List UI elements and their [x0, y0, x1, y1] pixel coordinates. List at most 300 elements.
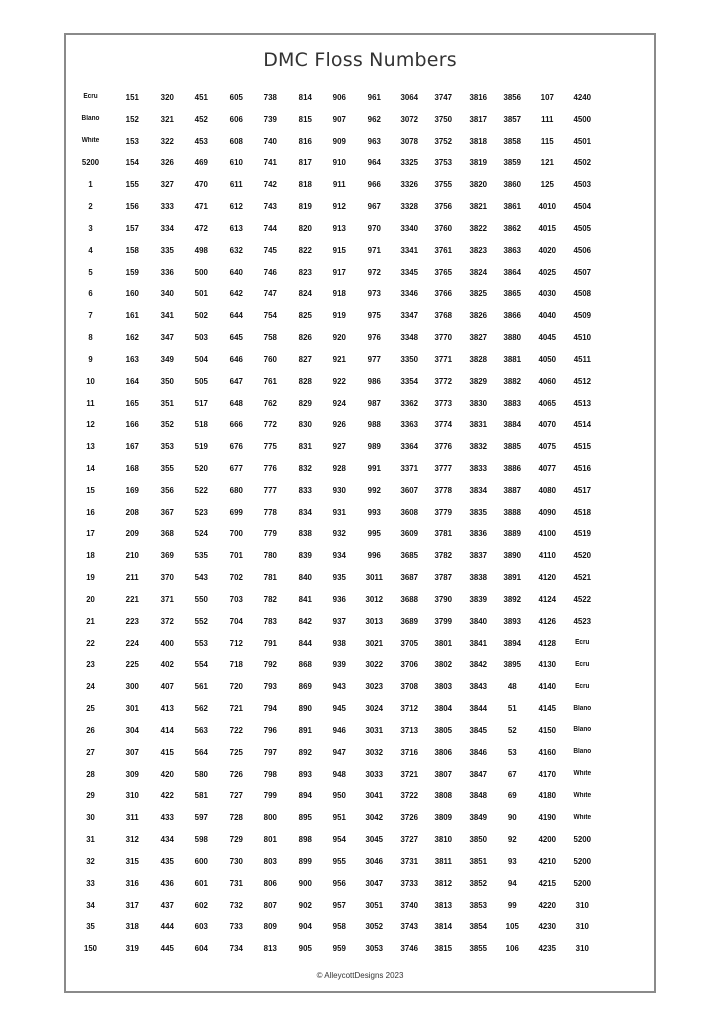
table-row	[66, 304, 654, 326]
floss-number-cell: 3803	[434, 681, 453, 692]
floss-number-cell: 777	[263, 484, 278, 495]
floss-number-cell: 608	[229, 135, 243, 146]
floss-number-cell: 369	[160, 550, 174, 561]
table-row	[66, 108, 654, 130]
floss-number-cell: 5200	[573, 877, 591, 888]
floss-number-cell: 3778	[434, 484, 453, 495]
floss-number-cell: 311	[125, 812, 139, 823]
floss-number-cell: 604	[194, 943, 209, 954]
floss-number-cell: 5	[88, 266, 93, 277]
floss-number-cell: 3023	[365, 681, 384, 692]
floss-number-cell: 3838	[469, 572, 487, 583]
floss-number-cell: 4140	[538, 681, 557, 692]
floss-number-cell: 3817	[469, 113, 487, 124]
floss-number-cell: 917	[333, 266, 347, 277]
floss-number-cell: 676	[229, 441, 243, 452]
floss-number-cell: 3804	[434, 703, 453, 714]
floss-number-cell: 111	[541, 113, 554, 124]
floss-number-cell: 304	[125, 724, 139, 735]
floss-number-cell: 3839	[469, 593, 487, 604]
floss-number-cell: 107	[540, 91, 554, 102]
floss-number-cell: 3733	[400, 877, 418, 888]
floss-number-cell: 444	[160, 921, 174, 932]
floss-number-cell: 3806	[434, 746, 453, 757]
floss-number-cell: 3051	[365, 899, 384, 910]
floss-number-cell: 3891	[503, 572, 522, 583]
floss-number-cell: 4160	[538, 746, 557, 757]
floss-number-cell: 3808	[434, 790, 453, 801]
floss-number-cell: 962	[367, 113, 381, 124]
floss-number-cell: 168	[125, 462, 139, 473]
floss-number-cell: 434	[160, 834, 174, 845]
floss-number-cell: 3354	[400, 375, 418, 386]
floss-number-cell: 3752	[434, 135, 453, 146]
floss-number-cell: 581	[194, 790, 209, 801]
floss-number-cell: 977	[367, 353, 381, 364]
floss-number-cell: 602	[194, 899, 209, 910]
floss-number-cell: 3828	[469, 353, 487, 364]
floss-number-cell: 958	[333, 921, 347, 932]
floss-number-cell: 334	[160, 222, 174, 233]
floss-number-cell: 3836	[469, 528, 487, 539]
floss-number-cell: 840	[298, 572, 312, 583]
floss-number-cell: 951	[333, 812, 347, 823]
floss-number-cell: White	[573, 791, 591, 799]
floss-number-cell: 4110	[538, 550, 556, 561]
floss-number-cell: 208	[125, 506, 139, 517]
table-row	[66, 457, 654, 479]
floss-number-cell: 155	[125, 179, 139, 190]
floss-number-cell: 597	[194, 812, 209, 823]
floss-number-cell: White	[81, 137, 100, 145]
floss-number-cell: 904	[298, 921, 312, 932]
floss-number-cell: 3021	[365, 637, 384, 648]
floss-number-cell: 3687	[400, 572, 418, 583]
table-row	[66, 566, 654, 588]
floss-number-cell: 803	[263, 855, 278, 866]
floss-number-cell: 725	[229, 746, 243, 757]
floss-number-cell: 3885	[503, 441, 522, 452]
floss-number-cell: 939	[333, 659, 347, 670]
floss-number-cell: 782	[263, 593, 278, 604]
floss-number-cell: 3805	[434, 724, 453, 735]
floss-number-cell: 934	[333, 550, 347, 561]
floss-number-cell: 151	[125, 91, 139, 102]
floss-number-cell: 17	[86, 528, 95, 539]
floss-number-cell: 642	[229, 288, 243, 299]
floss-number-cell: 927	[333, 441, 347, 452]
floss-number-cell: 451	[194, 91, 209, 102]
floss-number-cell: 842	[298, 615, 312, 626]
floss-number-cell: 3708	[400, 681, 418, 692]
floss-number-cell: 166	[125, 419, 139, 430]
floss-number-cell: Ecru	[574, 639, 589, 647]
floss-number-cell: 3753	[434, 157, 453, 168]
floss-number-cell: 26	[86, 724, 95, 735]
floss-number-cell: 31	[86, 834, 95, 845]
floss-number-cell: 4180	[538, 790, 557, 801]
floss-number-cell: 152	[125, 113, 139, 124]
floss-number-cell: 611	[229, 179, 243, 190]
floss-number-cell: 3773	[434, 397, 453, 408]
floss-number-cell: 25	[86, 703, 95, 714]
floss-number-cell: 4517	[573, 484, 591, 495]
floss-number-cell: 813	[263, 943, 278, 954]
floss-number-cell: 775	[263, 441, 278, 452]
floss-number-cell: 27	[86, 746, 95, 757]
floss-number-cell: 3888	[503, 506, 522, 517]
floss-number-cell: 801	[263, 834, 278, 845]
floss-number-cell: 780	[263, 550, 278, 561]
floss-number-cell: 3716	[400, 746, 418, 757]
floss-number-cell: 3022	[365, 659, 384, 670]
table-row	[66, 392, 654, 414]
floss-number-cell: 3821	[469, 201, 487, 212]
table-row	[66, 828, 654, 850]
floss-number-cell: 734	[229, 943, 243, 954]
table-row	[66, 937, 654, 959]
floss-number-cell: 3826	[469, 310, 487, 321]
floss-number-cell: 3866	[503, 310, 522, 321]
floss-number-cell: 32	[86, 855, 95, 866]
floss-number-cell: 69	[508, 790, 518, 801]
floss-number-cell: 947	[333, 746, 347, 757]
floss-number-cell: 150	[84, 943, 97, 954]
floss-number-cell: 3325	[400, 157, 418, 168]
floss-number-cell: 3880	[503, 332, 522, 343]
floss-number-cell: 400	[160, 637, 174, 648]
floss-number-cell: 3042	[365, 812, 384, 823]
floss-number-cell: 3809	[434, 812, 453, 823]
floss-number-cell: 930	[333, 484, 347, 495]
floss-number-cell: 3832	[469, 441, 487, 452]
floss-number-cell: 326	[160, 157, 174, 168]
floss-number-cell: 924	[333, 397, 347, 408]
floss-number-cell: 647	[229, 375, 243, 386]
floss-number-cell: 3362	[400, 397, 418, 408]
floss-number-cell: 4075	[538, 441, 557, 452]
floss-number-cell: 758	[263, 332, 278, 343]
floss-number-cell: 4030	[538, 288, 557, 299]
floss-number-cell: 603	[194, 921, 209, 932]
floss-number-cell: 310	[575, 943, 589, 954]
floss-number-cell: 826	[298, 332, 312, 343]
floss-number-cell: 372	[160, 615, 174, 626]
floss-number-cell: 125	[540, 179, 554, 190]
floss-number-cell: 986	[367, 375, 381, 386]
floss-number-cell: 501	[194, 288, 209, 299]
floss-number-cell: 165	[125, 397, 139, 408]
floss-number-cell: 356	[160, 484, 174, 495]
floss-number-cell: 4124	[538, 593, 557, 604]
floss-number-cell: 3772	[434, 375, 453, 386]
floss-number-cell: 4130	[538, 659, 557, 670]
floss-number-cell: 730	[229, 855, 243, 866]
floss-number-cell: 4515	[573, 441, 591, 452]
floss-number-cell: 34	[86, 899, 95, 910]
floss-number-cell: 472	[194, 222, 209, 233]
table-row	[66, 632, 654, 654]
floss-number-cell: 3689	[400, 615, 418, 626]
floss-number-cell: 3831	[469, 419, 487, 430]
floss-number-cell: 3052	[365, 921, 384, 932]
floss-number-cell: 3688	[400, 593, 418, 604]
floss-number-cell: 414	[160, 724, 174, 735]
floss-number-cell: White	[573, 770, 591, 778]
floss-number-cell: 35	[86, 921, 95, 932]
floss-number-cell: Blano	[572, 748, 591, 756]
floss-number-cell: 3859	[503, 157, 522, 168]
floss-number-cell: 3846	[469, 746, 487, 757]
floss-number-cell: 3827	[469, 332, 487, 343]
floss-number-cell: 4500	[573, 113, 591, 124]
floss-number-cell: 445	[160, 943, 174, 954]
floss-number-cell: 797	[263, 746, 278, 757]
floss-number-cell: 741	[263, 157, 278, 168]
floss-number-cell: 3850	[469, 834, 487, 845]
floss-number-cell: 3845	[469, 724, 487, 735]
floss-number-cell: 4170	[538, 768, 557, 779]
floss-number-cell: 4215	[538, 877, 557, 888]
floss-number-cell: 760	[263, 353, 278, 364]
floss-number-cell: 563	[194, 724, 209, 735]
floss-number-cell: 3852	[469, 877, 487, 888]
floss-number-cell: 3024	[365, 703, 384, 714]
floss-number-cell: 157	[125, 222, 139, 233]
floss-number-cell: 798	[263, 768, 278, 779]
floss-number-cell: 553	[194, 637, 209, 648]
floss-number-cell: 67	[508, 768, 518, 779]
floss-number-cell: 522	[194, 484, 209, 495]
floss-number-cell: 800	[263, 812, 278, 823]
floss-number-cell: 3851	[469, 855, 487, 866]
floss-number-cell: 4120	[538, 572, 557, 583]
floss-number-cell: 911	[333, 179, 347, 190]
floss-number-cell: 905	[298, 943, 312, 954]
floss-number-cell: 4230	[538, 921, 557, 932]
floss-number-cell: 3811	[434, 855, 453, 866]
floss-number-cell: 321	[160, 113, 174, 124]
floss-number-cell: 3861	[503, 201, 522, 212]
floss-number-cell: 745	[263, 244, 278, 255]
table-row	[66, 697, 654, 719]
floss-number-cell: 163	[125, 353, 139, 364]
floss-number-cell: 3862	[503, 222, 522, 233]
floss-number-cell: 844	[298, 637, 312, 648]
floss-number-cell: 913	[333, 222, 347, 233]
floss-number-cell: 783	[263, 615, 278, 626]
floss-number-cell: 4128	[538, 637, 557, 648]
floss-number-cell: 806	[263, 877, 278, 888]
floss-number-cell: 3779	[434, 506, 453, 517]
floss-number-cell: 3046	[365, 855, 384, 866]
floss-number-cell: 712	[229, 637, 243, 648]
floss-number-cell: 3768	[434, 310, 453, 321]
floss-number-cell: 121	[540, 157, 554, 168]
floss-number-cell: 613	[229, 222, 243, 233]
floss-number-cell: 646	[229, 353, 243, 364]
floss-number-cell: 971	[367, 244, 381, 255]
table-row	[66, 719, 654, 741]
floss-number-cell: 94	[508, 877, 518, 888]
floss-number-cell: 721	[229, 703, 243, 714]
floss-number-cell: 524	[194, 528, 209, 539]
floss-number-cell: 320	[160, 91, 174, 102]
table-row	[66, 173, 654, 195]
floss-number-cell: 3802	[434, 659, 453, 670]
floss-number-cell: 550	[194, 593, 209, 604]
floss-number-cell: 809	[263, 921, 278, 932]
floss-number-cell: 518	[194, 419, 209, 430]
floss-number-cell: 727	[229, 790, 243, 801]
floss-number-cell: 918	[333, 288, 347, 299]
floss-number-cell: 677	[229, 462, 243, 473]
floss-number-cell: 3855	[469, 943, 487, 954]
floss-number-cell: 3743	[400, 921, 418, 932]
floss-number-cell: 3053	[365, 943, 384, 954]
floss-number-cell: 435	[160, 855, 174, 866]
floss-number-cell: 154	[125, 157, 139, 168]
floss-number-cell: 413	[160, 703, 174, 714]
floss-number-cell: 830	[298, 419, 312, 430]
table-row	[66, 326, 654, 348]
floss-number-cell: 554	[194, 659, 209, 670]
floss-number-cell: 722	[229, 724, 243, 735]
floss-number-cell: 838	[298, 528, 312, 539]
floss-number-cell: 3883	[503, 397, 522, 408]
floss-number-cell: 327	[160, 179, 174, 190]
floss-number-cell: 21	[86, 615, 95, 626]
floss-number-cell: 4513	[573, 397, 591, 408]
page-frame	[64, 33, 656, 993]
floss-number-cell: 115	[540, 135, 554, 146]
floss-number-cell: 4210	[538, 855, 557, 866]
floss-number-cell: 4520	[573, 550, 591, 561]
floss-number-cell: 3882	[503, 375, 522, 386]
floss-number-cell: 3746	[400, 943, 418, 954]
floss-number-cell: 957	[333, 899, 347, 910]
floss-number-cell: 794	[263, 703, 278, 714]
floss-number-cell: 105	[506, 921, 520, 932]
floss-number-cell: 18	[86, 550, 95, 561]
floss-number-cell: 666	[229, 419, 243, 430]
floss-number-cell: 4523	[573, 615, 591, 626]
floss-number-cell: 762	[263, 397, 278, 408]
floss-number-cell: 3787	[434, 572, 453, 583]
floss-number-cell: 309	[125, 768, 139, 779]
floss-number-cell: 48	[508, 681, 518, 692]
floss-number-cell: 4	[88, 244, 93, 255]
floss-number-cell: 407	[160, 681, 174, 692]
floss-number-cell: 992	[367, 484, 381, 495]
floss-number-cell: 3726	[400, 812, 418, 823]
floss-number-cell: 3608	[400, 506, 418, 517]
floss-number-cell: 3887	[503, 484, 522, 495]
floss-number-cell: 967	[367, 201, 381, 212]
floss-number-cell: 868	[298, 659, 312, 670]
floss-number-cell: 160	[125, 288, 139, 299]
floss-number-cell: 720	[229, 681, 243, 692]
floss-number-cell: 970	[367, 222, 381, 233]
floss-number-cell: 3881	[503, 353, 522, 364]
floss-number-cell: 3722	[400, 790, 418, 801]
floss-number-cell: 93	[508, 855, 518, 866]
floss-number-cell: 823	[298, 266, 312, 277]
floss-number-cell: 744	[263, 222, 278, 233]
floss-number-cell: 3782	[434, 550, 453, 561]
floss-number-cell: 4220	[538, 899, 557, 910]
table-row	[66, 239, 654, 261]
floss-number-cell: 976	[367, 332, 381, 343]
floss-number-cell: 915	[333, 244, 347, 255]
floss-number-cell: 340	[160, 288, 174, 299]
floss-number-cell: 4010	[538, 201, 557, 212]
floss-number-cell: 15	[86, 484, 95, 495]
floss-number-cell: 3765	[434, 266, 453, 277]
floss-number-cell: 3858	[503, 135, 522, 146]
floss-number-cell: 3345	[400, 266, 418, 277]
floss-number-cell: 4512	[573, 375, 591, 386]
floss-number-cell: 935	[333, 572, 347, 583]
floss-number-cell: 5200	[573, 834, 591, 845]
floss-number-cell: 453	[194, 135, 209, 146]
floss-number-cell: 816	[298, 135, 312, 146]
floss-number-cell: 520	[194, 462, 209, 473]
floss-number-cell: White	[573, 813, 591, 821]
floss-number-cell: 4090	[538, 506, 557, 517]
floss-number-cell: 3810	[434, 834, 453, 845]
floss-number-cell: 3740	[400, 899, 418, 910]
floss-number-cell: 4522	[573, 593, 591, 604]
floss-number-cell: 966	[367, 179, 381, 190]
floss-number-cell: 4521	[573, 572, 591, 583]
floss-number-cell: 3824	[469, 266, 487, 277]
table-row	[66, 894, 654, 916]
floss-number-cell: 13	[86, 441, 95, 452]
floss-number-cell: 921	[333, 353, 347, 364]
floss-number-cell: 317	[125, 899, 139, 910]
floss-number-cell: 606	[229, 113, 243, 124]
floss-number-cell: 959	[333, 943, 347, 954]
table-row	[66, 261, 654, 283]
floss-number-cell: 733	[229, 921, 243, 932]
floss-number-cell: 3892	[503, 593, 522, 604]
floss-number-cell: 747	[263, 288, 278, 299]
floss-number-cell: 975	[367, 310, 381, 321]
table-row	[66, 348, 654, 370]
table-row	[66, 872, 654, 894]
floss-number-cell: 3853	[469, 899, 487, 910]
floss-number-cell: 3326	[400, 179, 418, 190]
floss-number-cell: 4518	[573, 506, 591, 517]
floss-number-cell: 2	[88, 201, 93, 212]
floss-number-cell: 699	[229, 506, 243, 517]
floss-number-cell: 3825	[469, 288, 487, 299]
floss-number-cell: 349	[160, 353, 174, 364]
floss-number-cell: 754	[263, 310, 278, 321]
floss-number-cell: 776	[263, 462, 278, 473]
floss-number-cell: 3814	[434, 921, 453, 932]
table-row	[66, 370, 654, 392]
floss-number-cell: 3747	[434, 91, 453, 102]
floss-number-cell: 4514	[573, 419, 591, 430]
floss-number-cell: 4100	[538, 528, 557, 539]
floss-number-cell: 169	[125, 484, 139, 495]
floss-number-cell: 436	[160, 877, 174, 888]
floss-number-cell: 3760	[434, 222, 453, 233]
floss-number-cell: 315	[125, 855, 139, 866]
floss-number-cell: 310	[575, 921, 589, 932]
